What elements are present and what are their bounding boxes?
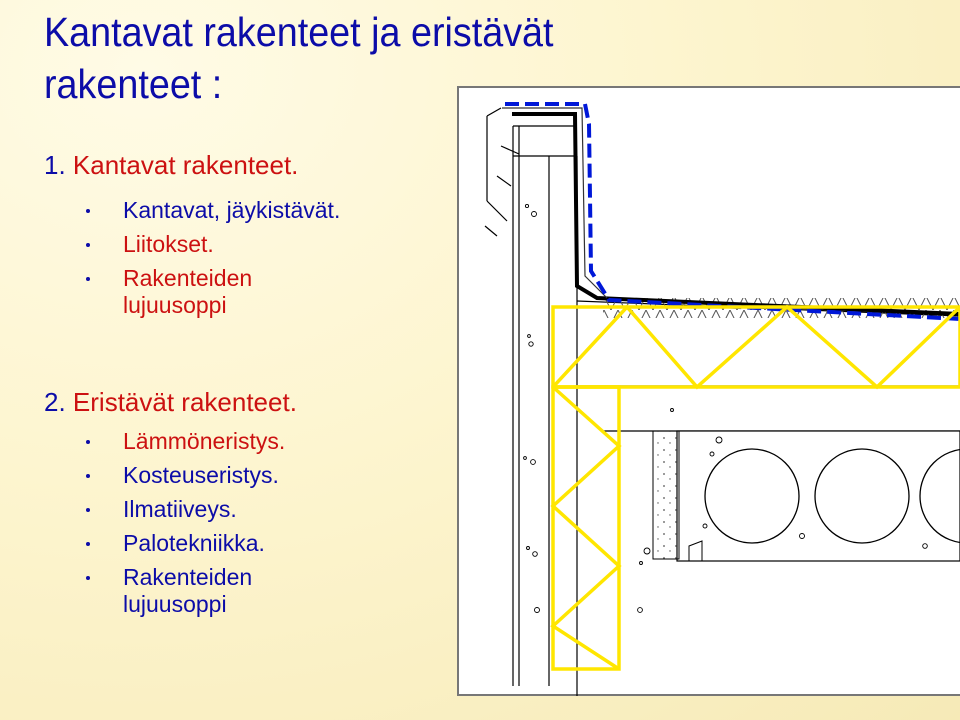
section-1-number: 1. [44, 150, 66, 180]
section-1-title: Kantavat rakenteet. [72, 150, 299, 180]
list-item: Rakenteiden lujuusoppi [82, 564, 293, 618]
section-2-list [82, 428, 293, 625]
list-item: Kantavat, jäykistävät. [82, 197, 340, 224]
section-2-heading [44, 387, 297, 418]
list-item: Palotekniikka. [82, 530, 293, 557]
list-item: Ilmatiiveys. [82, 496, 293, 523]
list-item: Rakenteiden lujuusoppi [82, 265, 293, 319]
slide-title: Kantavat rakenteet ja eristävät rakenteet : [44, 9, 554, 107]
section-2-number: 2. [44, 387, 66, 417]
section-1-list [82, 197, 340, 326]
list-item: Kosteuseristys. [82, 462, 293, 489]
section-2-title: Eristävät rakenteet. [72, 387, 297, 417]
construction-detail-drawing [457, 86, 960, 697]
section-1-heading [44, 150, 298, 181]
list-item: Lämmöneristys. [82, 428, 293, 455]
list-item: Liitokset. [82, 231, 340, 258]
drawing-frame [458, 87, 960, 695]
hollow-core-slab [653, 431, 960, 561]
